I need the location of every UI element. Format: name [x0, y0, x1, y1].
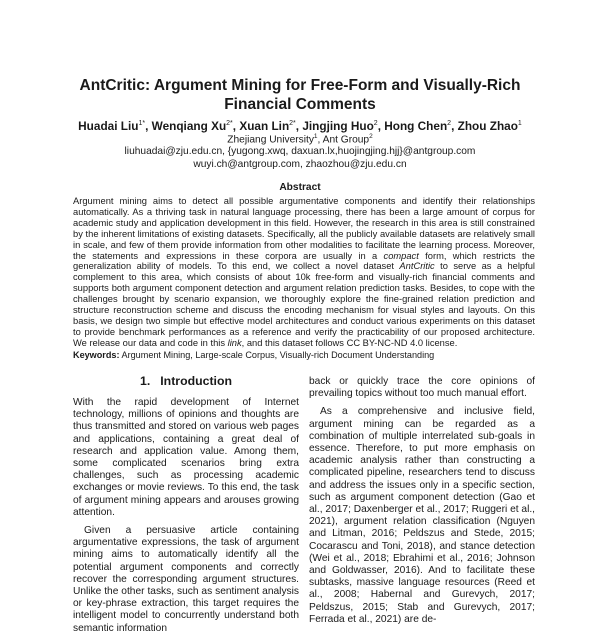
author-affiliation-mark: 2* [226, 120, 233, 128]
paper-title-line-2: Financial Comments [224, 96, 376, 113]
author-name: Xuan Lin [239, 119, 290, 133]
affiliation-company: Ant Group [322, 134, 370, 146]
author-name: Huadai Liu [78, 119, 139, 133]
keywords-label: Keywords: [73, 350, 120, 360]
author-name: Zhou Zhao [457, 119, 518, 133]
author-affiliation-mark: 2 [447, 120, 452, 128]
author-list: Huadai Liu$^{1*}$, Wenqiang $Xu^{2*}$, Xuan Lin$^{2*}$, Jingjing Huo$^2$, Hong Chen$^2$, Zhou Zhao$^1$ [78, 119, 522, 133]
keywords-list: Argument Mining, Large-scale Corpus, Visually-rich Document Understanding [121, 350, 435, 360]
affiliations: Zhejiang University$^1$, Ant Group$^2$ [227, 133, 373, 146]
left-column [73, 397, 299, 635]
abstract-body: Argument mining aims to detect all possible argumentative components and identify their relationships automatically. As a thriving task in natural language processing, there has been a large amount of corpus for academic study and application development in this field. However, the research in this area is still constrained by the inherent limitations of existing datasets. Specifically, all the publicly available datasets are relatively small in scale, and few of them provide information from other modalities to facilitate the learning process. Moreover, the statements and expressions in these corpora are usually in a compact form, which restricts the generalization ability of models. To this end, we collect a novel dataset AntCritic to serve as a helpful complement to this area, which consists of about 10k free-form and visually-rich financial comments and supports both argument component detection and argument relation prediction tasks. Besides, to cope with the challenges brought by scenario expansion, we thoroughly explore the fine-grained relation prediction and structure reconstruction scheme and discuss the encoding mechanism for visual styles and layouts. On this basis, we design two simple but effective model architectures and conduct various experiments on this dataset to provide benchmark performances as a reference and verify the practicability of our proposed architecture. We release our data and code in this link, and this dataset follows CC BY-NC-ND 4.0 license. [73, 196, 535, 348]
release-link[interactable]: link [227, 337, 242, 348]
paper-title-line-1: AntCritic: Argument Mining for Free-Form and Visually-Rich [79, 77, 521, 94]
right-column [309, 376, 535, 626]
affiliation-university: Zhejiang University [227, 134, 314, 146]
section-title: Introduction [160, 374, 232, 388]
author-name: Jingjing Huo [302, 119, 374, 133]
author-affiliation-mark: 1* [138, 120, 146, 128]
author-name: Hong Chen [384, 119, 448, 133]
author-emails-1: liuhuadai@zju.edu.cn, {yugong.xwq, daxuan.lx,huojingjing.hjj}@antgroup.com [124, 146, 476, 157]
author-name: Wenqiang Xu [151, 119, 227, 133]
author-affiliation-mark: 2 [373, 120, 378, 128]
section-number: 1. [140, 374, 151, 388]
paragraph: Given a persuasive article containing argumentative expressions, the task of argument mining aims to automatically identify all the potential argument components and correctly recover the corresponding argument structures. Unlike the other tasks, such as sentiment analysis or key-phrase extraction, this target requires the intelligent model to concurrently understand both semantic information [73, 525, 299, 634]
author-emails-2: wuyi.ch@antgroup.com, zhaozhou@zju.edu.cn [193, 159, 407, 170]
keywords [73, 350, 543, 360]
paragraph: With the rapid development of Internet technology, millions of opinions and thoughts are thus transmitted and stored on various web pages and applications, containing a great deal of research and application value. Among them, some complicated scenarios bring extra challenges, such as processing academic exchanges or movie reviews. To this end, the task of argument mining appears and arouses growing attention. [73, 397, 299, 518]
author-affiliation-mark: 2* [289, 120, 296, 128]
paragraph: As a comprehensive and inclusive field, argument mining can be regarded as a combination of multiple interrelated sub-goals in essence. Therefore, to put more emphasis on academic analysis rather than constructing a complicated pipeline, researchers tend to discuss and address the issues only in a specific section, such as argument component detection (Gao et al., 2017; Daxenberger et al., 2017; Ruggeri et al., 2021), argument relation classification (Nguyen and Litman, 2016; Peldszus and Stede, 2015; Cocarascu and Toni, 2018), and stance detection (Wei et al., 2018; Ebrahimi et al., 2016; Johnson and Goldwasser, 2016). And to facilitate these subtasks, massive language resources (Reed et al., 2008; Habernal and Gurevych, 2017; Peldszus, 2015; Stab and Gurevych, 2017; Ferrada et al., 2021) are de- [309, 406, 535, 625]
section-heading-introduction [73, 374, 299, 388]
paragraph: back or quickly trace the core opinions of prevailing topics without too much manual effort. [309, 376, 535, 400]
abstract-heading: Abstract [279, 182, 321, 193]
author-affiliation-mark: 1 [517, 120, 522, 128]
